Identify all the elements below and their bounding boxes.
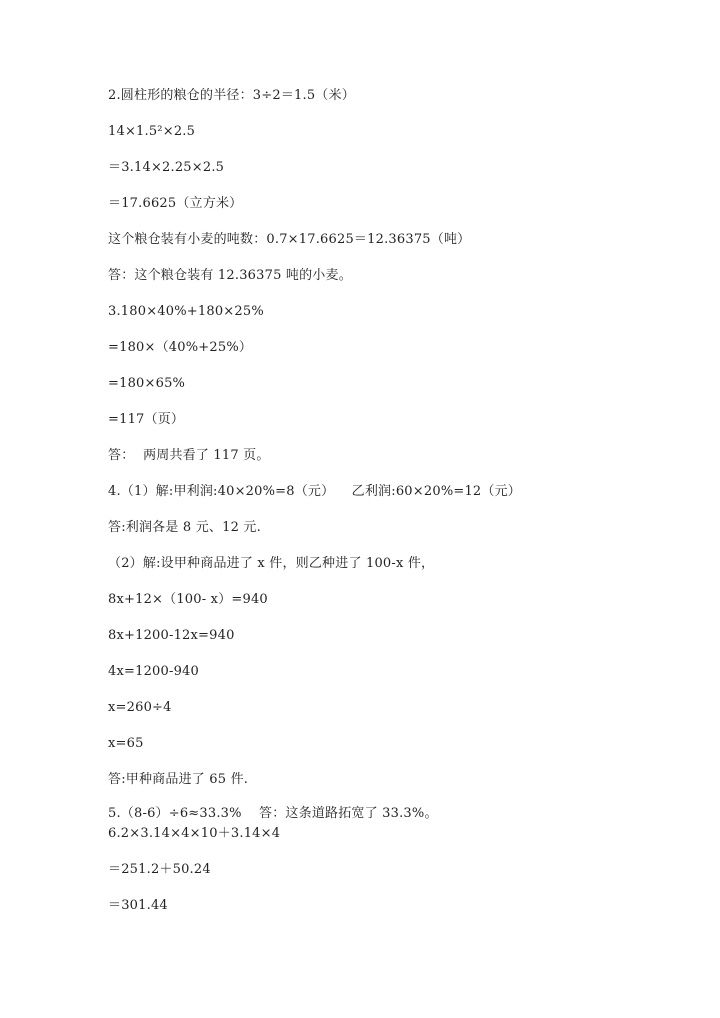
solution-4-equation-step: x=260÷4 [108,700,172,715]
solution-4-equation-step: 4x=1200-940 [108,664,199,679]
solution-2-volume-formula: 14×1.5²×2.5 [108,124,196,139]
solution-3-step: =180×（40%+25%） [108,340,253,355]
solution-2-tons: 这个粮仓装有小麦的吨数：0.7×17.6625＝12.36375（吨） [108,232,471,247]
solution-3-step: =180×65% [108,376,186,391]
solution-3-result: =117（页） [108,412,185,427]
solution-6-result: ＝301.44 [108,898,168,913]
solution-4-part-2-setup: （2）解:设甲种商品进了 x 件，则乙种进了 100-x 件， [108,556,435,571]
solution-4-answer: 答:甲种商品进了 65 件. [108,772,249,787]
solution-2-answer: 答：这个粮仓装有 12.36375 吨的小麦。 [108,268,352,283]
solution-2-radius: 2.圆柱形的粮仓的半径：3÷2＝1.5（米） [108,88,355,103]
solution-5: 5.（8-6）÷6≈33.3% 答：这条道路拓宽了 33.3%。 [108,806,438,821]
solution-3-formula: 3.180×40%+180×25% [108,304,264,319]
solution-6-formula: 6.2×3.14×4×10＋3.14×4 [108,826,281,841]
solution-3-answer: 答： 两周共看了 117 页。 [108,448,270,463]
solution-2-step: ＝3.14×2.25×2.5 [108,160,225,175]
solution-4-part-1: 4.（1）解:甲利润:40×20%=8（元） 乙利润:60×20%=12（元） [108,484,521,499]
solution-4-equation: 8x+12×（100- x）=940 [108,592,268,607]
solution-4-equation-step: 8x+1200-12x=940 [108,628,235,643]
solution-2-volume-result: ＝17.6625（立方米） [108,196,243,211]
solution-4-result: x=65 [108,736,144,751]
solution-4-part-1-answer: 答:利润各是 8 元、12 元. [108,520,261,535]
solution-6-step: ＝251.2＋50.24 [108,862,211,877]
